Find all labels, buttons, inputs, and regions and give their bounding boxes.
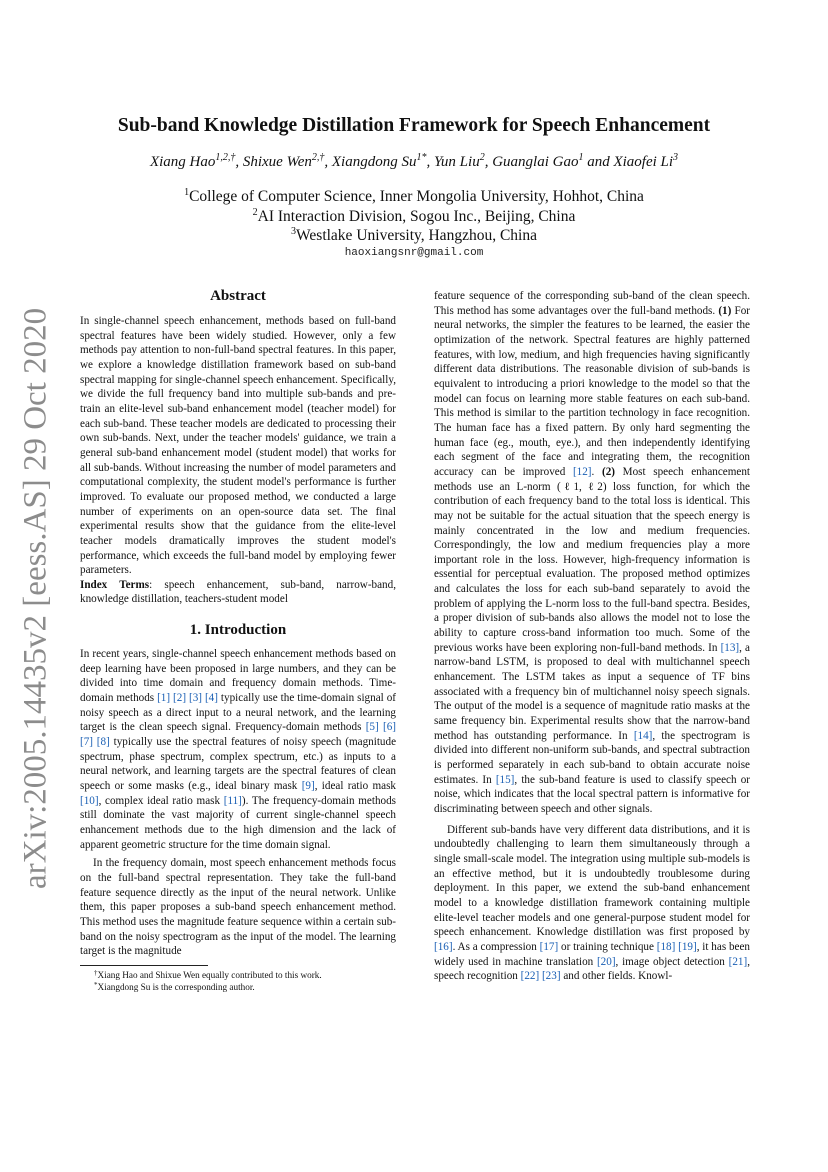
- list-marker: (2): [601, 465, 615, 478]
- citation-link[interactable]: [17]: [539, 940, 559, 953]
- citation-link[interactable]: [15]: [495, 773, 515, 786]
- author-name: Shixue Wen: [242, 154, 312, 170]
- intro-paragraph-3: [434, 289, 750, 817]
- affiliation: [80, 226, 748, 246]
- citation-link[interactable]: [14]: [633, 729, 653, 742]
- list-marker: (1): [718, 304, 732, 317]
- footnote-divider: [80, 965, 208, 966]
- citation-link[interactable]: [18] [19]: [656, 940, 697, 953]
- body-text: typically use the time-domain signal of noisy speech as a direct input to a neural network, and the learning target is the clean speech signal. Frequency-domain methods: [80, 692, 396, 734]
- citation-link[interactable]: [11]: [223, 794, 242, 807]
- author-name: Xiangdong Su: [331, 154, 417, 170]
- citation-link[interactable]: [21]: [728, 955, 748, 968]
- footnote-mark: †: [94, 968, 98, 977]
- affiliation-number: 3: [291, 226, 297, 237]
- body-text: . As a compression: [452, 940, 540, 953]
- author-name: Xiaofei Li: [613, 154, 674, 170]
- citation-link[interactable]: [9]: [301, 780, 315, 793]
- affiliation-text: Westlake University, Hangzhou, China: [296, 227, 537, 244]
- body-text: or training technique: [558, 940, 657, 953]
- author-name: Guanglai Gao: [492, 154, 579, 170]
- author-affiliation-mark: 2: [479, 152, 485, 163]
- index-terms-text: : speech enhancement, sub-band, narrow-band, knowledge distillation, teachers-student model: [80, 578, 396, 606]
- citation-link[interactable]: [5] [6] [7] [8]: [80, 721, 396, 749]
- body-text: Most speech enhancement methods use an L-norm (ℓ1, ℓ2) loss function, for which the contribution of each frequency band to the total loss is identical. This may not be suitable for the actual situation that the speech energy is mainly concentrated in the low and medium frequencies. Correspondingly, the low and medium frequencies play a more important role in the loss. However, high-frequency information is essential for perceptual evaluation. The proposed method optimizes and calculates the loss for each sub-band separately to avoid the problem of applying the L-norm loss to the full-band spectra. Besides, a proper division of sub-bands also allows the model not to lose the ability to capture cross-band information too much. Some of the previous works have been exploring non-full-band methods. In: [434, 465, 750, 654]
- affiliation: [80, 207, 748, 227]
- citation-link[interactable]: [10]: [80, 794, 99, 807]
- paper-title: Sub-band Knowledge Distillation Framework for Speech Enhancement: [117, 115, 711, 136]
- body-text: ). The frequency-domain methods still dominate the vast majority of current single-channel speech enhancement methods due to the high dimension and the lack of apparent geometric structure for the time domain signal.: [80, 794, 397, 851]
- body-text: , the spectrogram is divided into different non-uniform sub-bands, and spectral subtraction is performed separately in each sub-band to obtain accurate noise estimates. In: [434, 729, 751, 786]
- body-text: , ideal ratio mask: [314, 780, 396, 793]
- author-affiliation-mark: 2,†: [311, 152, 325, 163]
- footnote-text: Xiangdong Su is the corresponding author.: [97, 982, 255, 993]
- affiliation-list: [80, 187, 748, 246]
- intro-paragraph-4: [434, 823, 750, 984]
- footnote: [80, 969, 396, 982]
- author-affiliation-mark: 1: [578, 152, 584, 163]
- abstract-text: In single-channel speech enhancement, methods based on full-band spectral features have been widely studied. However, only a few methods pay attention to non-full-band spectral features. In this paper, we explore a knowledge distillation framework based on sub-band spectral mapping for single-channel speech enhancement. Specifically, we divide the full frequency band into multiple sub-bands and pre-train an elite-level sub-band enhancement model (teacher model) for each sub-band. These teacher models are dedicated to processing their own sub-bands. Next, under the teacher models' guidance, we train a general sub-band enhancement model (student model) that works for all sub-bands. Without increasing the number of model parameters and computational complexity, the student model's performance is further improved. To evaluate our proposed method, we conducted a large number of experiments on an open-source data set. The final experimental results show that the guidance from the elite-level teacher models dramatically improves the student model's performance, which exceeds the full-band model by employing fewer parameters.: [80, 315, 396, 577]
- intro-paragraph-1: [80, 647, 396, 852]
- footnote-mark: *: [94, 981, 98, 990]
- body-text: , a narrow-band LSTM, is proposed to deal with multichannel speech enhancement. The LSTM takes as input a sequence of TF bins associated with a frequency bin of multichannel noisy speech signals. The output of the model is a sequence of magnitude ratio masks at the same frequency bin. Experimental results show that the narrow-band method has outstanding performance. In: [434, 641, 750, 742]
- index-terms-label: Index Terms: [80, 578, 150, 591]
- body-text: typically use the spectral features of noisy speech (magnitude spectrum, phase spectrum, complex spectrum, etc.) as inputs to a neural network, and learning targets are the spectral features of clean speech or some masks (e.g., ideal binary mask: [80, 736, 397, 793]
- body-text: In recent years, single-channel speech enhancement methods based on deep learning have been proposed in large numbers, and they can be divided into time domain and frequency domain methods. Time-domain methods: [80, 648, 396, 705]
- citation-link[interactable]: [1] [2] [3] [4]: [157, 692, 218, 705]
- author-affiliation-mark: 1*: [416, 152, 427, 163]
- body-text: , the sub-band feature is used to classify speech or noise, which indicates that the local spectral pattern is informative for discriminating between speech and other signals.: [434, 773, 750, 815]
- introduction-heading: 1. Introduction: [189, 622, 287, 639]
- body-text: Different sub-bands have very different data distributions, and it is undoubtedly challenging to learn them simultaneously through a single small-scale model. The integration using multiple sub-models is an effective method, but it is undoubtedly troublesome during deployment. In this paper, we extend the sub-band enhancement model to a knowledge distillation framework containing multiple elite-level teacher models and one general-purpose student model for speech enhancement. Knowledge distillation was first proposed by: [434, 823, 750, 939]
- body-text: feature sequence of the corresponding sub-band of the clean speech. This method has some advantages over the full-band methods.: [434, 290, 750, 317]
- body-text: , image object detection: [615, 955, 729, 968]
- affiliation-text: AI Interaction Division, Sogou Inc., Beijing, China: [257, 207, 576, 225]
- body-text: .: [591, 465, 602, 478]
- abstract-heading: Abstract: [210, 288, 266, 304]
- citation-link[interactable]: [13]: [720, 641, 740, 654]
- citation-link[interactable]: [12]: [572, 465, 592, 478]
- body-text: , speech recognition: [434, 955, 750, 983]
- body-text: , complex ideal ratio mask: [98, 794, 224, 807]
- author-list: Xiang Hao$^{1,2,\dagger}$, Shixue Wen$^{2,\dagger}$, Xiangdong $Su^{1*}$, Yun Liu$^2$, Guanglai Gao$^1$ and Xiaofei Li$^3$: [149, 152, 679, 170]
- affiliation-number: 2: [252, 206, 258, 218]
- index-terms: [80, 578, 396, 607]
- affiliation: [80, 187, 748, 207]
- author-conjunction: and: [587, 154, 610, 170]
- left-column: [80, 286, 396, 994]
- footnote: [80, 981, 396, 994]
- author-name: Xiang Hao: [149, 154, 216, 170]
- intro-paragraph-2: In the frequency domain, most speech enhancement methods focus on the full-band spectral representation. They take the full-band feature sequence directly as the input of the neural network. Unlike them, this paper proposes a sub-band speech enhancement method. This method uses the magnitude feature sequence within a certain sub-band on the noisy spectrogram as the input of the model. The learning target is the magnitude: [80, 857, 396, 958]
- citation-link[interactable]: [20]: [596, 955, 616, 968]
- affiliation-number: 1: [184, 187, 190, 198]
- citation-link[interactable]: [22] [23]: [520, 970, 561, 983]
- body-text: , it has been widely used in machine translation: [434, 940, 751, 968]
- footnote-text: Xiang Hao and Shixue Wen equally contributed to this work.: [97, 969, 322, 980]
- author-affiliation-mark: 1,2,†: [215, 152, 236, 163]
- right-column: [434, 289, 750, 984]
- author-name: Yun Liu: [433, 154, 480, 170]
- arxiv-side-identifier: arXiv:2005.14435v2 [eess.AS] 29 Oct 2020: [17, 307, 54, 889]
- body-text: and other fields. Knowl-: [560, 970, 673, 983]
- author-affiliation-mark: 3: [673, 152, 679, 163]
- citation-link[interactable]: [16]: [434, 940, 453, 953]
- body-text: For neural networks, the simpler the features to be learned, the easier the optimization of the network. Spectral features are highly patterned features, with low, medium, and high frequencies having significantly different data distributions. The reasonable division of sub-bands is equivalent to introducing a priori knowledge to the model so that the model can focus on learning more stable features on each sub-band. This method is similar to the partition technology in face recognition. The human face has a fixed pattern. By only hard segmenting the human face (eg., mouth, eye.), and then independently identifying each segment of the face and integrating them, the recognition accuracy can be improved: [434, 304, 750, 478]
- affiliation-text: College of Computer Science, Inner Mongolia University, Hohhot, China: [189, 188, 644, 205]
- contact-email: haoxiangsnr@gmail.com: [344, 247, 484, 259]
